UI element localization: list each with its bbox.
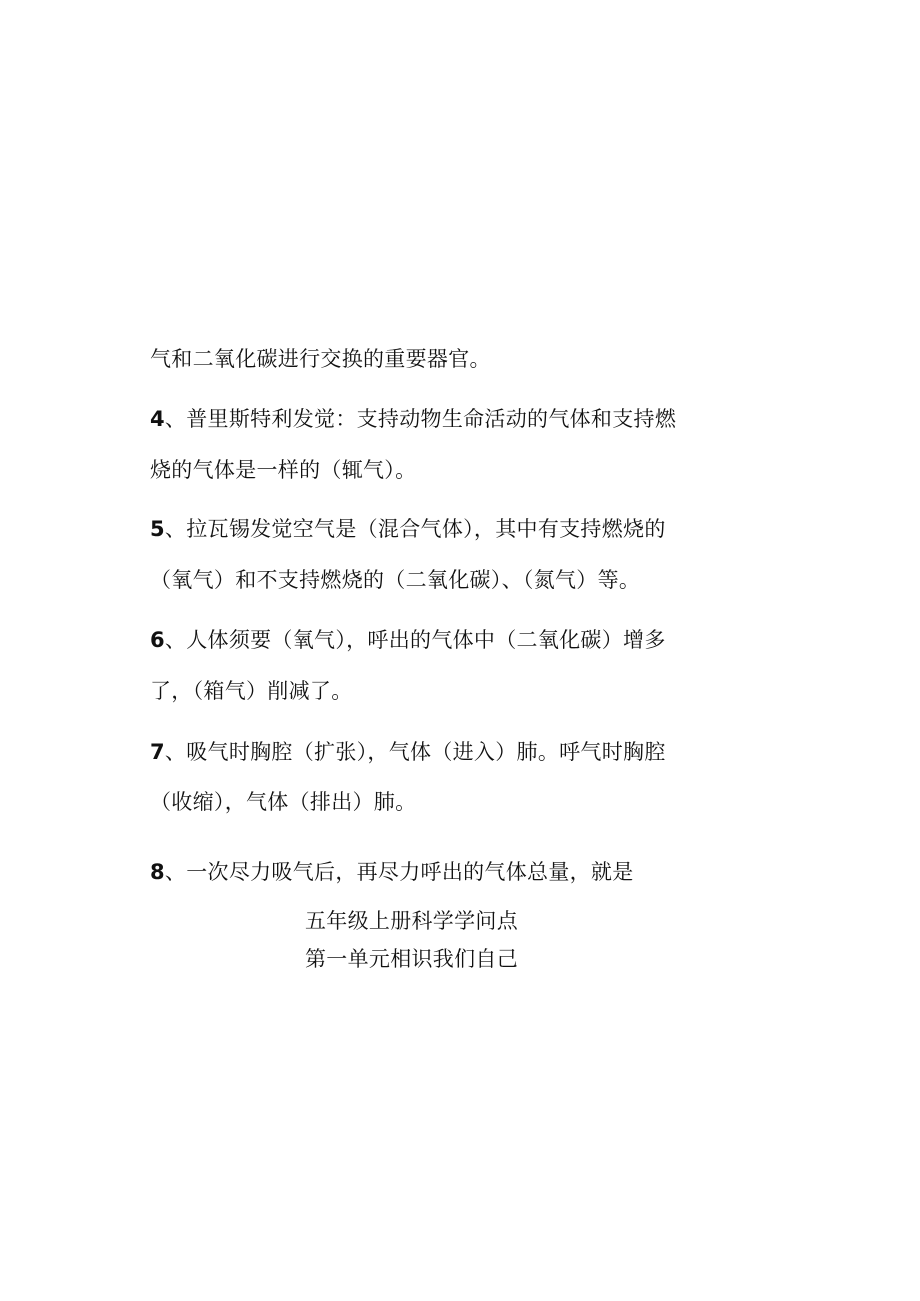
item-6-separator: 、 — [164, 628, 187, 652]
item-4-separator: 、 — [164, 407, 187, 431]
item-8-text-1: 一次尽力吸气后，再尽力呼出的气体总量，就是 — [186, 860, 634, 884]
item-4-number: 4 — [150, 407, 165, 431]
item-7-number: 7 — [150, 740, 165, 764]
item-7-text-1: 吸气时胸腔（扩张），气体（进入）肺。呼气时胸腔 — [186, 740, 666, 764]
footer-subtitle: 第一单元相识我们自己 — [305, 947, 518, 971]
item-5-text-1: 拉瓦锡发觉空气是（混合气体），其中有支持燃烧的 — [186, 517, 666, 541]
continuation-line: 气和二氧化碳进行交换的重要器官。 — [150, 347, 491, 371]
item-6-line-1 — [150, 625, 666, 655]
item-4-line-2: 烧的气体是一样的（辄气）。 — [150, 458, 417, 482]
item-5-line-1 — [150, 514, 666, 544]
item-6-number: 6 — [150, 628, 165, 652]
item-8-separator: 、 — [164, 860, 187, 884]
item-4-text-1: 普里斯特利发觉：支持动物生命活动的气体和支持燃 — [186, 407, 677, 431]
item-5-separator: 、 — [164, 517, 187, 541]
item-6-line-2: 了，（箱气）削减了。 — [150, 679, 353, 703]
item-8-number: 8 — [150, 860, 165, 884]
item-5-line-2: （氧气）和不支持燃烧的（二氧化碳）、（氮气）等。 — [150, 568, 641, 592]
item-4-line-1 — [150, 404, 676, 434]
footer-title: 五年级上册科学学问点 — [305, 909, 518, 933]
item-8-line-1 — [150, 857, 634, 887]
item-7-separator: 、 — [164, 740, 187, 764]
item-7-line-2: （收缩），气体（排出）肺。 — [150, 790, 417, 814]
item-7-line-1 — [150, 737, 666, 767]
item-6-text-1: 人体须要（氧气），呼出的气体中（二氧化碳）增多 — [186, 628, 666, 652]
item-5-number: 5 — [150, 517, 165, 541]
